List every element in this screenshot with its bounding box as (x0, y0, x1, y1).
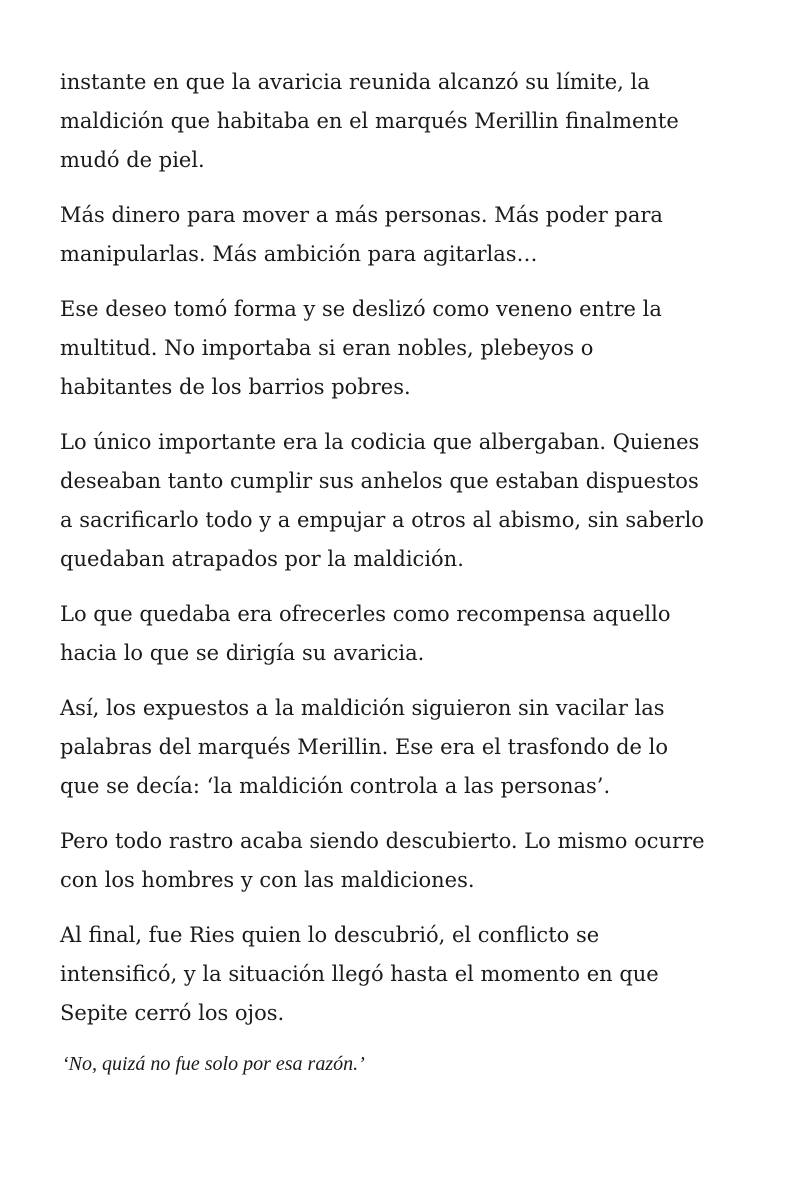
paragraph-4 (60, 423, 750, 579)
paragraph-5 (60, 595, 750, 673)
text-line: Pero todo rastro acaba siendo descubierto. Lo mismo ocurre (60, 829, 705, 853)
text-line: quedaban atrapados por la maldición. (60, 547, 464, 571)
paragraph-2 (60, 196, 750, 274)
paragraph-1 (60, 63, 750, 180)
text-line: deseaban tanto cumplir sus anhelos que estaban dispuestos (60, 469, 699, 493)
text-line: mudó de piel. (60, 148, 205, 172)
paragraph-3 (60, 290, 750, 407)
text-line: a sacrificarlo todo y a empujar a otros al abismo, sin saberlo (60, 508, 704, 532)
text-line: Lo que quedaba era ofrecerles como recompensa aquello (60, 602, 671, 626)
text-line: con los hombres y con las maldiciones. (60, 868, 475, 892)
text-line: Sepite cerró los ojos. (60, 1001, 285, 1025)
text-line: Al final, fue Ries quien lo descubrió, el conflicto se (60, 923, 600, 947)
text-line: que se decía: ‘la maldición controla a las personas’. (60, 774, 611, 798)
paragraph-6 (60, 689, 750, 806)
text-line: Ese deseo tomó forma y se deslizó como veneno entre la (60, 297, 662, 321)
italic-thought: ‘No, quizá no fue solo por esa razón.’ (62, 1053, 365, 1075)
text-line: Así, los expuestos a la maldición siguieron sin vacilar las (60, 696, 665, 720)
page-body (60, 63, 750, 1079)
text-line: maldición que habitaba en el marqués Merillin finalmente (60, 109, 679, 133)
text-line: instante en que la avaricia reunida alcanzó su límite, la (60, 70, 650, 94)
paragraph-8 (60, 916, 750, 1033)
text-line: hacia lo que se dirigía su avaricia. (60, 641, 425, 665)
text-line: Lo único importante era la codicia que albergaban. Quienes (60, 430, 700, 454)
text-line: palabras del marqués Merillin. Ese era el trasfondo de lo (60, 735, 669, 759)
text-line: habitantes de los barrios pobres. (60, 375, 411, 399)
text-line: multitud. No importaba si eran nobles, plebeyos o (60, 336, 594, 360)
text-line: manipularlas. Más ambición para agitarlas… (60, 242, 538, 266)
text-line: Más dinero para mover a más personas. Más poder para (60, 203, 663, 227)
text-line: intensificó, y la situación llegó hasta el momento en que (60, 962, 659, 986)
paragraph-7 (60, 822, 750, 900)
